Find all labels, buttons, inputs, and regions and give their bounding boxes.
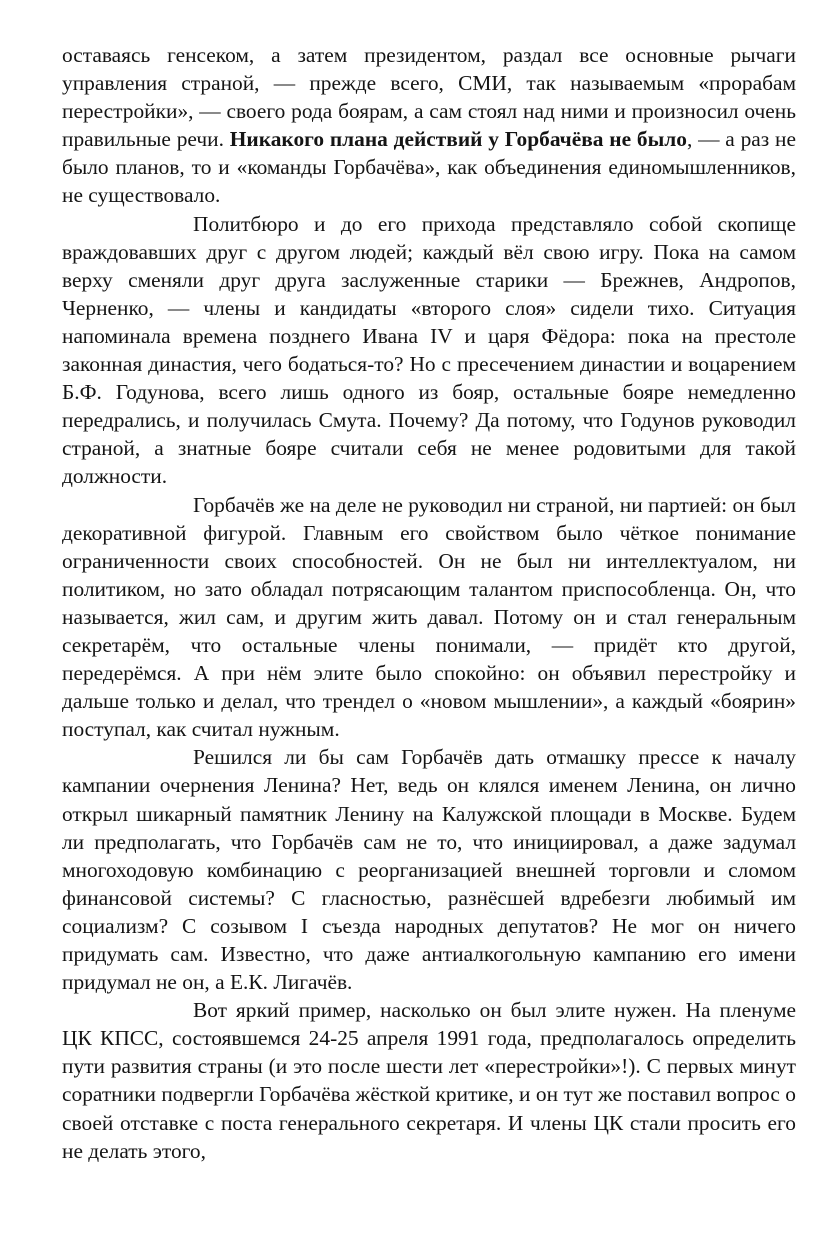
paragraph-1-text-b: , — а раз не было планов, то и «команды Горбачёва», как объединения единомышленников, не существовало.	[62, 127, 796, 208]
paragraph-1	[62, 41, 796, 210]
paragraph-4-text: Решился ли бы сам Горбачёв дать отмашку прессе к началу кампании очернения Ленина? Нет, ведь он клялся именем Ленина, он лично открыл шикарный памятник Ленину на Калужской площади в Москве. Будем ли предполагать, что Горбачёв сам не то, что инициировал, а даже задумал многоходовую комбинацию с реорганизацией внешней торговли и сломом финансовой системы? С гласностью, разнёсшей вдребезги любимый им социализм? С созывом I съезда народных депутатов? Не мог он ничего придумать сам. Известно, что даже антиалкогольную кампанию его имени придумал не он, а Е.К. Лигачёв.	[62, 745, 796, 995]
paragraph-3	[62, 491, 796, 744]
paragraph-5-text: Вот яркий пример, насколько он был элите нужен. На пленуме ЦК КПСС, состоявшемся 24-25 апреля 1991 года, предполагалось определить пути развития страны (и это после шести лет «перестройки»!). С первых минут соратники подвергли Горбачёва жёсткой критике, и он тут же поставил вопрос о своей отставке с поста генерального секретаря. И члены ЦК стали просить его не делать этого,	[62, 998, 796, 1163]
paragraph-2	[62, 210, 796, 491]
paragraph-4	[62, 743, 796, 996]
paragraph-5	[62, 996, 796, 1165]
paragraph-3-text: Горбачёв же на деле не руководил ни страной, ни партией: он был декоративной фигурой. Главным его свойством было чёткое понимание ограниченности своих способностей. Он не был ни интеллектуалом, ни политиком, но зато обладал потрясающим талантом приспособленца. Он, что называется, жил сам, и другим жить давал. Потому он и стал генеральным секретарём, что остальные члены понимали, — придёт кто другой, передерёмся. А при нём элите было спокойно: он объявил перестройку и дальше только и делал, что трендел о «новом мышлении», а каждый «боярин» поступал, как считал нужным.	[62, 492, 796, 742]
paragraph-1-bold-phrase: Никакого плана действий у Горбачёва не было	[229, 127, 687, 152]
paragraph-2-text: Политбюро и до его прихода представляло собой скопище враждовавших друг с другом людей; каждый вёл свою игру. Пока на самом верху сменяли друг друга заслуженные старики — Брежнев, Андропов, Черненко, — члены и кандидаты «второго слоя» сидели тихо. Ситуация напоминала времена позднего Ивана IV и царя Фёдора: пока на престоле законная династия, чего бодаться-то? Но с пресечением династии и воцарением Б.Ф. Годунова, всего лишь одного из бояр, остальные бояре немедленно передрались, и получилась Смута. Почему? Да потому, что Годунов руководил страной, а знатные бояре считали себя не менее родовитыми для такой должности.	[62, 211, 796, 489]
paragraph-1-text-a: оставаясь генсеком, а затем президентом, раздал все основные рычаги управления страной, — прежде всего, СМИ, так называемым «прорабам перестройки», — своего рода боярам, а сам стоял над ними и произносил очень правильные речи.	[62, 43, 796, 152]
